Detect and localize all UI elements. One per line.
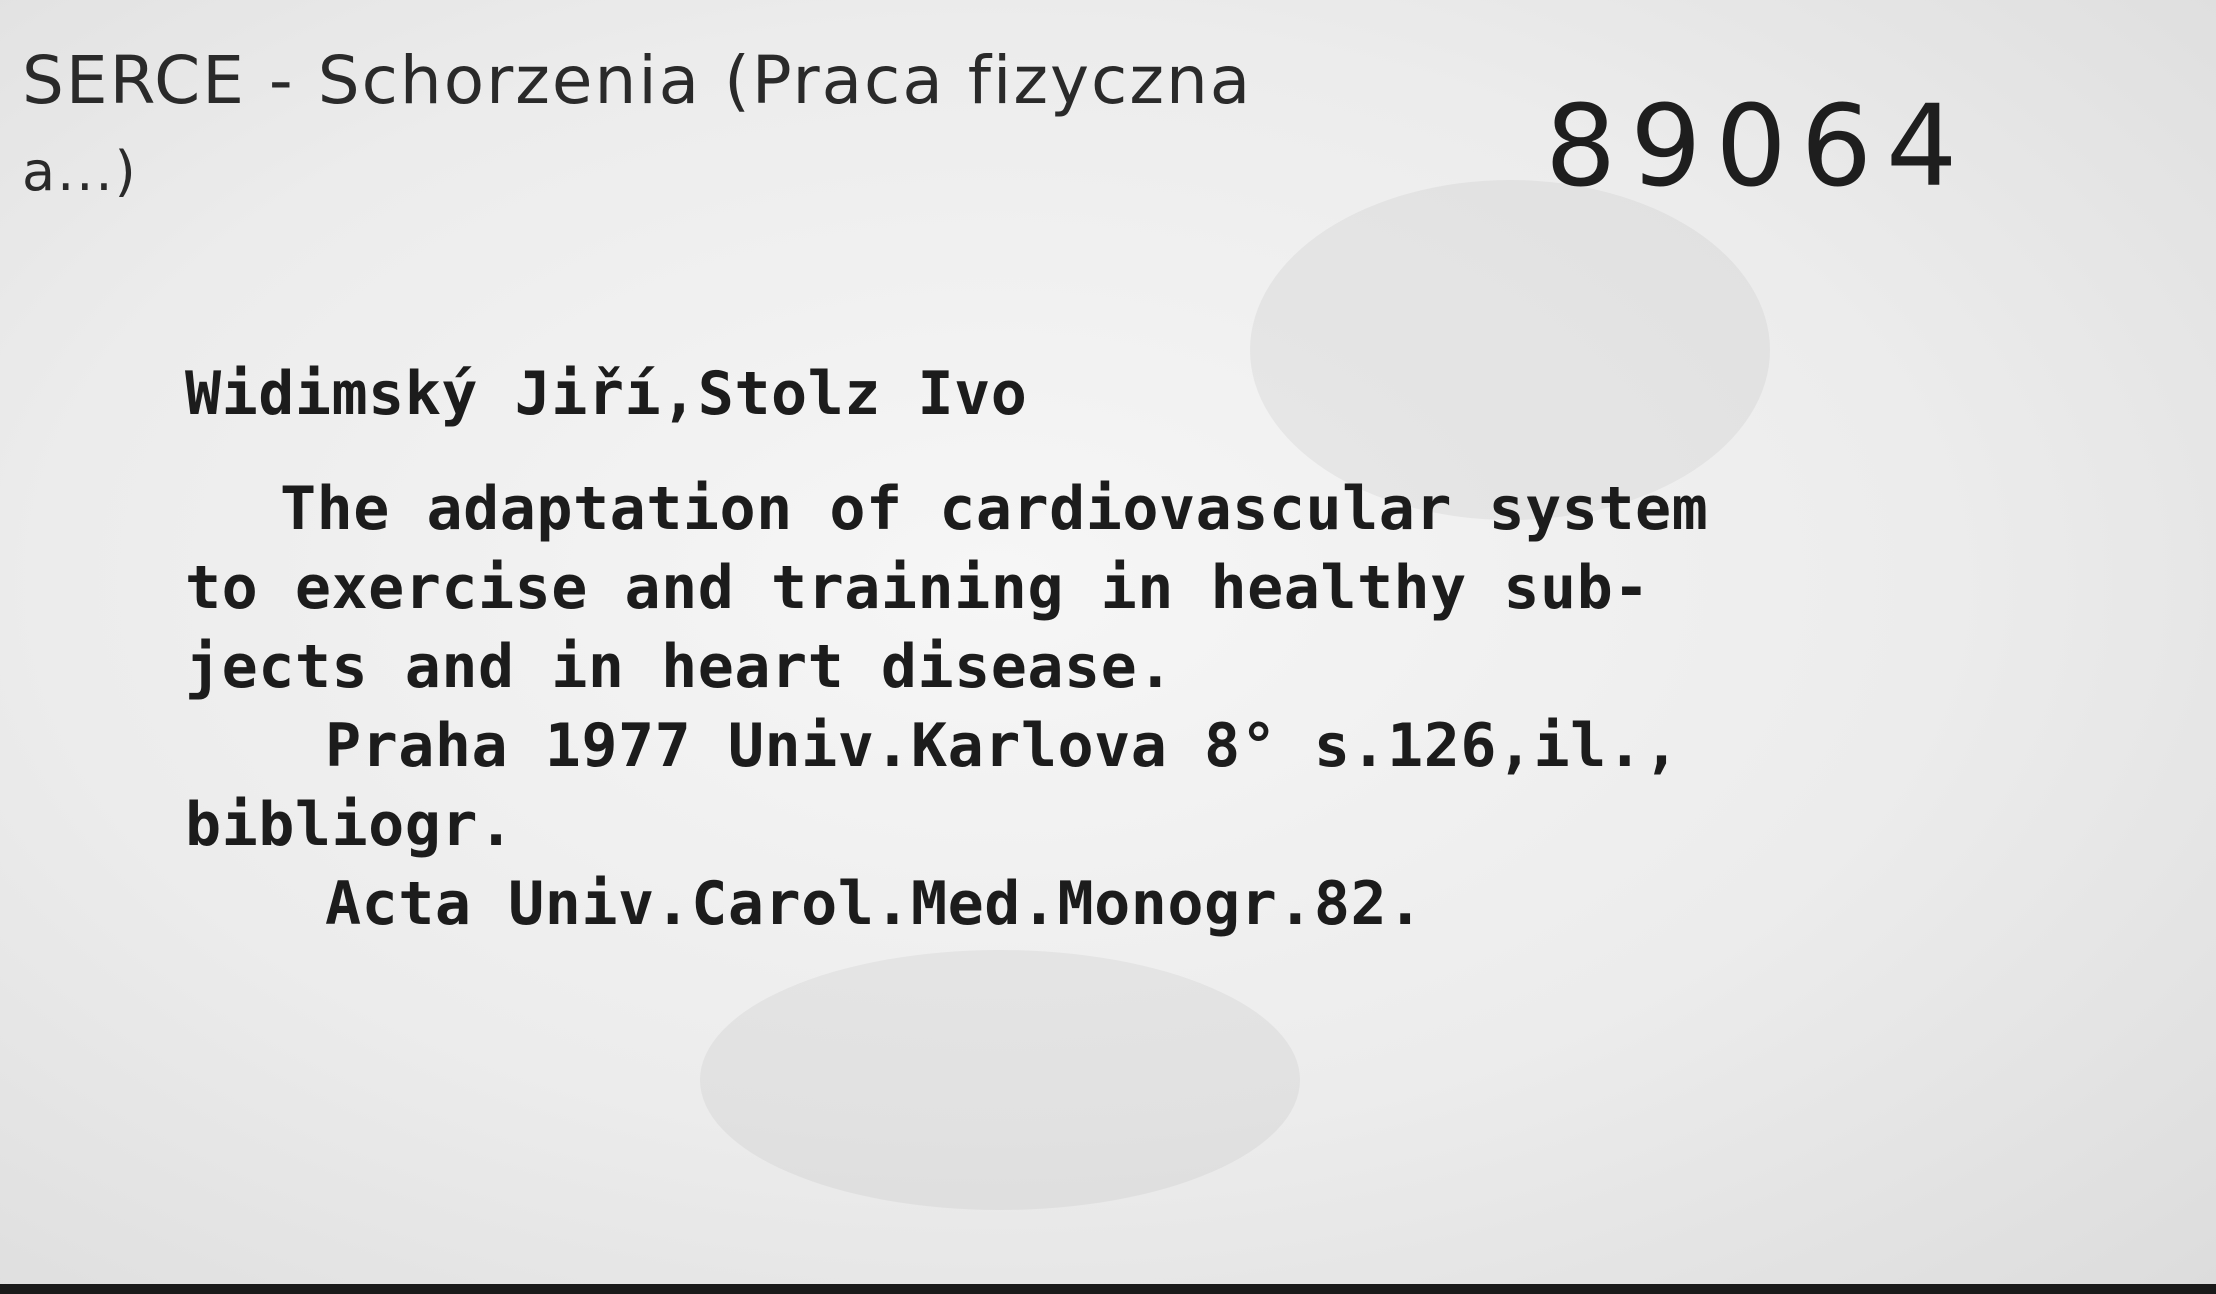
title-line: jects and in heart disease. bbox=[185, 632, 1174, 702]
imprint-line: Praha 1977 Univ.Karlova 8° s.126,il., bbox=[325, 711, 1681, 781]
paper-stain bbox=[1250, 180, 1770, 520]
subject-heading-line1: SERCE - Schorzenia (Praca fizyczna bbox=[22, 42, 1253, 119]
title-line: The adaptation of cardiovascular system bbox=[280, 474, 1709, 544]
subject-heading-line2: a...) bbox=[22, 140, 138, 203]
author-line: Widimský Jiří,Stolz Ivo bbox=[185, 359, 1028, 429]
imprint-line: bibliogr. bbox=[185, 790, 515, 860]
call-number: 89064 bbox=[1545, 82, 1972, 212]
title-line: to exercise and training in healthy sub- bbox=[185, 553, 1650, 623]
series-line: Acta Univ.Carol.Med.Monogr.82. bbox=[325, 869, 1424, 939]
paper-stain bbox=[700, 950, 1300, 1210]
